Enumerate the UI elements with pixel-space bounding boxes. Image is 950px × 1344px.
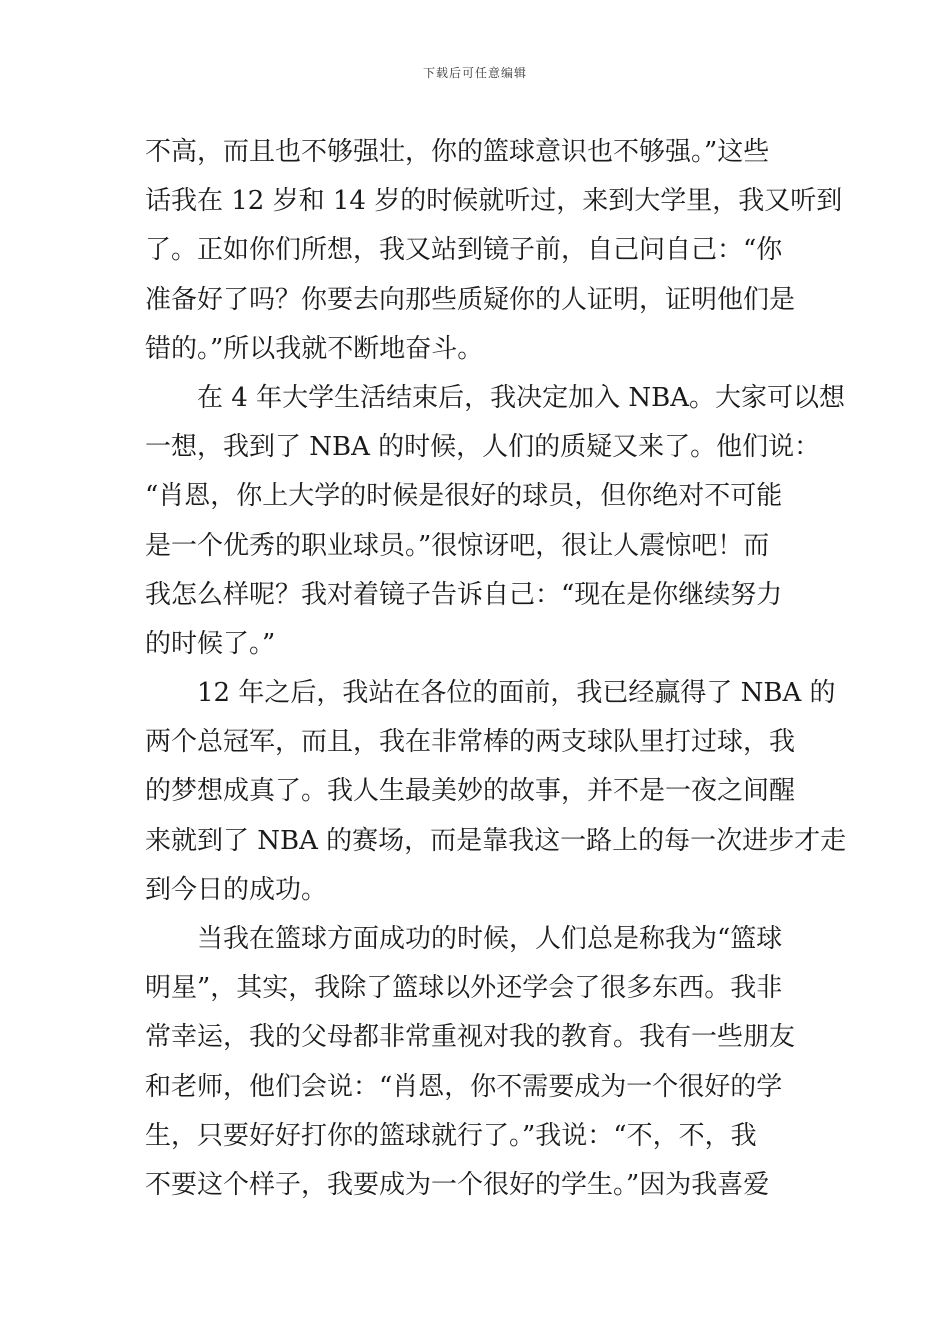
text-line: 是一个优秀的职业球员。”很惊讶吧，很让人震惊吧！而 [145, 530, 770, 561]
text-line: 准备好了吗？你要去向那些质疑你的人证明，证明他们是 [145, 284, 796, 315]
text-line: 错的。”所以我就不断地奋斗。 [145, 333, 484, 364]
text-line: 到今日的成功。 [145, 874, 328, 905]
text-line: 常幸运，我的父母都非常重视对我的教育。我有一些朋友 [145, 1022, 796, 1053]
page-header: 下载后可任意编辑 [422, 66, 527, 80]
text-line: 一想，我到了 NBA 的时候，人们的质疑又来了。他们说： [145, 432, 821, 463]
text-line: “肖恩，你上大学的时候是很好的球员，但你绝对不可能 [145, 481, 783, 512]
text-line: 和老师，他们会说：“肖恩，你不需要成为一个很好的学 [145, 1071, 783, 1102]
text-line: 当我在篮球方面成功的时候，人们总是称我为“篮球 [197, 924, 783, 954]
text-line: 明星”，其实，我除了篮球以外还学会了很多东西。我非 [145, 973, 783, 1004]
document-body [145, 128, 847, 1210]
text-line: 的梦想成真了。我人生最美妙的故事，并不是一夜之间醒 [145, 776, 796, 807]
text-line: 在 4 年大学生活结束后，我决定加入 NBA。大家可以想 [197, 382, 845, 413]
text-line: 了。正如你们所想，我又站到镜子前，自己问自己：“你 [145, 235, 783, 266]
text-line: 12 年之后，我站在各位的面前，我已经赢得了 NBA 的 [197, 678, 836, 709]
text-line: 我怎么样呢？我对着镜子告诉自己：“现在是你继续努力 [145, 579, 783, 610]
text-line: 的时候了。” [145, 628, 276, 659]
text-line: 来就到了 NBA 的赛场，而是靠我这一路上的每一次进步才走 [145, 825, 847, 856]
text-line: 不高，而且也不够强壮，你的篮球意识也不够强。”这些 [145, 137, 770, 167]
text-line: 不要这个样子，我要成为一个很好的学生。”因为我喜爱 [145, 1169, 770, 1200]
text-line: 生，只要好好打你的篮球就行了。”我说：“不，不，我 [145, 1120, 757, 1151]
text-line: 话我在 12 岁和 14 岁的时候就听过，来到大学里，我又听到 [145, 186, 843, 217]
text-line: 两个总冠军，而且，我在非常棒的两支球队里打过球，我 [145, 727, 796, 758]
